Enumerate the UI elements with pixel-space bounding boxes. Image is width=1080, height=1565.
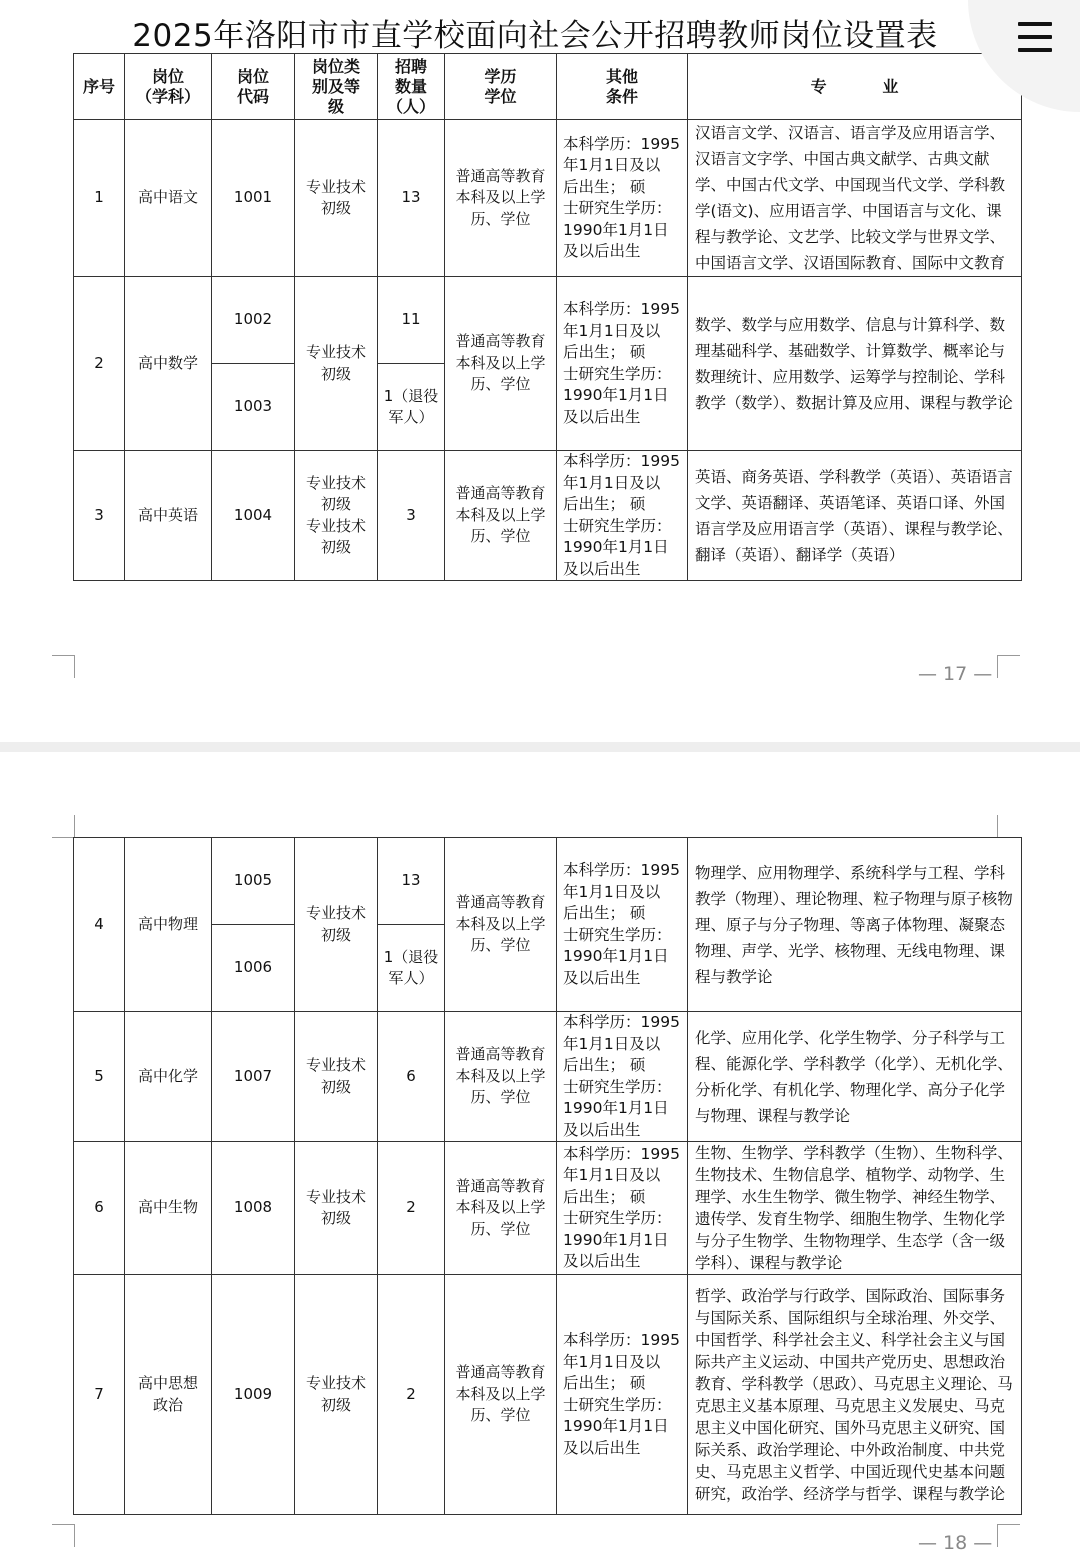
cell-category: 专业技术 初级 — [295, 277, 378, 451]
cell-subject: 高中物理 — [125, 838, 212, 1012]
cell-subject: 高中英语 — [125, 451, 212, 581]
cell-code: 1002 — [212, 277, 295, 364]
cell-no: 5 — [74, 1012, 125, 1142]
cell-code: 1004 — [212, 451, 295, 581]
cell-subject: 高中生物 — [125, 1142, 212, 1275]
cell-subject: 高中化学 — [125, 1012, 212, 1142]
cell-category: 专业技术 初级 — [295, 1275, 378, 1515]
cell-other: 本科学历：1995 年1月1日及以 后出生； 硕 士研究生学历： 1990年1月1日 及以后出生 — [557, 277, 688, 451]
table-row — [74, 1012, 1022, 1142]
cell-other: 本科学历：1995 年1月1日及以 后出生； 硕 士研究生学历： 1990年1月1日 及以后出生 — [557, 120, 688, 277]
header-education: 学历 学位 — [445, 54, 557, 120]
header-category: 岗位类 别及等 级 — [295, 54, 378, 120]
header-quota: 招聘 数量 （人） — [378, 54, 445, 120]
cell-major: 哲学、政治学与行政学、国际政治、国际事务与国际关系、国际组织与全球治理、外交学、中国哲学、科学社会主义、科学社会主义与国际共产主义运动、中国共产党历史、思想政治教育、学科教学（思政）、马克思主义理论、马克思主义基本原理、马克思主义发展史、马克思主义中国化研究、国外马克思主义研究、国际关系、政治学理论、中外政治制度、中共党史、马克思主义哲学、中国近现代史基本问题研究，政治学、经济学与哲学、课程与教学论 — [688, 1275, 1022, 1515]
cell-category: 专业技术 初级 — [295, 1012, 378, 1142]
cell-quota: 6 — [378, 1012, 445, 1142]
cell-quota: 11 — [378, 277, 445, 364]
cell-subject: 高中语文 — [125, 120, 212, 277]
cell-no: 1 — [74, 120, 125, 277]
document-page-2 — [0, 752, 1080, 1565]
cell-code: 1007 — [212, 1012, 295, 1142]
cell-no: 4 — [74, 838, 125, 1012]
cell-education: 普通高等教育 本科及以上学 历、学位 — [445, 451, 557, 581]
cell-other: 本科学历：1995 年1月1日及以 后出生； 硕 士研究生学历： 1990年1月1日 及以后出生 — [557, 451, 688, 581]
crop-mark — [52, 1524, 75, 1547]
cell-education: 普通高等教育 本科及以上学 历、学位 — [445, 1275, 557, 1515]
cell-education: 普通高等教育 本科及以上学 历、学位 — [445, 277, 557, 451]
cell-quota: 2 — [378, 1275, 445, 1515]
cell-quota: 3 — [378, 451, 445, 581]
cell-major: 汉语言文学、汉语言、语言学及应用语言学、汉语言文字学、中国古典文献学、古典文献学、中国古代文学、中国现当代文学、学科教学(语文)、应用语言学、中国语言与文化、课程与教学论、文艺学、比较文学与世界文学、中国语言文学、汉语国际教育、国际中文教育 — [688, 120, 1022, 277]
cell-no: 6 — [74, 1142, 125, 1275]
crop-mark — [997, 815, 1020, 838]
cell-no: 3 — [74, 451, 125, 581]
cell-category: 专业技术 初级 — [295, 120, 378, 277]
cell-major: 英语、商务英语、学科教学（英语）、英语语言文学、英语翻译、英语笔译、英语口译、外国语言学及应用语言学（英语）、课程与教学论、翻译（英语）、翻译学（英语） — [688, 451, 1022, 581]
cell-no: 7 — [74, 1275, 125, 1515]
cell-major: 化学、应用化学、化学生物学、分子科学与工程、能源化学、学科教学（化学）、无机化学、分析化学、有机化学、物理化学、高分子化学与物理、课程与教学论 — [688, 1012, 1022, 1142]
cell-other: 本科学历：1995 年1月1日及以 后出生； 硕 士研究生学历： 1990年1月1日 及以后出生 — [557, 838, 688, 1012]
cell-code: 1006 — [212, 925, 295, 1012]
cell-category: 专业技术 初级 — [295, 838, 378, 1012]
cell-quota: 1（退役 军人） — [378, 364, 445, 451]
table-row — [74, 838, 1022, 925]
document-page-1 — [0, 0, 1080, 742]
cell-code: 1005 — [212, 838, 295, 925]
cell-other: 本科学历：1995 年1月1日及以 后出生； 硕 士研究生学历： 1990年1月1日 及以后出生 — [557, 1275, 688, 1515]
header-post: 岗位 （学科） — [125, 54, 212, 120]
table-row — [74, 277, 1022, 364]
crop-mark — [52, 655, 75, 678]
cell-code: 1009 — [212, 1275, 295, 1515]
cell-code: 1008 — [212, 1142, 295, 1275]
cell-education: 普通高等教育 本科及以上学 历、学位 — [445, 838, 557, 1012]
cell-other: 本科学历：1995 年1月1日及以 后出生； 硕 士研究生学历： 1990年1月1日 及以后出生 — [557, 1012, 688, 1142]
cell-major: 数学、数学与应用数学、信息与计算科学、数理基础科学、基础数学、计算数学、概率论与数理统计、应用数学、运筹学与控制论、学科教学（数学）、数据计算及应用、课程与教学论 — [688, 277, 1022, 451]
cell-subject: 高中数学 — [125, 277, 212, 451]
cell-major: 生物、生物学、学科教学（生物）、生物科学、生物技术、生物信息学、植物学、动物学、生理学、水生生物学、微生物学、神经生物学、遗传学、发育生物学、细胞生物学、生物化学与分子生物学、生物物理学、生态学（含一级学科）、课程与教学论 — [688, 1142, 1022, 1275]
cell-subject: 高中思想 政治 — [125, 1275, 212, 1515]
cell-category: 专业技术 初级 专业技术 初级 — [295, 451, 378, 581]
page-title: 2025年洛阳市市直学校面向社会公开招聘教师岗位设置表 — [132, 18, 938, 54]
crop-mark — [52, 815, 75, 838]
table-row — [74, 120, 1022, 277]
cell-quota: 1（退役 军人） — [378, 925, 445, 1012]
cell-quota: 13 — [378, 838, 445, 925]
crop-mark — [997, 1524, 1020, 1547]
cell-quota: 2 — [378, 1142, 445, 1275]
cell-major: 物理学、应用物理学、系统科学与工程、学科教学（物理）、理论物理、粒子物理与原子核物理、原子与分子物理、等离子体物理、凝聚态物理、声学、光学、核物理、无线电物理、课程与教学论 — [688, 838, 1022, 1012]
page-number: — 18 — — [918, 1532, 993, 1554]
hamburger-menu-icon[interactable] — [1018, 20, 1052, 54]
header-row — [74, 54, 1022, 120]
header-major: 专 业 — [688, 54, 1022, 120]
page-separator — [0, 742, 1080, 752]
cell-category: 专业技术 初级 — [295, 1142, 378, 1275]
table-row — [74, 451, 1022, 581]
cell-code: 1001 — [212, 120, 295, 277]
header-code: 岗位 代码 — [212, 54, 295, 120]
recruitment-table-page-1 — [73, 53, 1022, 581]
cell-education: 普通高等教育 本科及以上学 历、学位 — [445, 1012, 557, 1142]
table-row — [74, 1142, 1022, 1275]
recruitment-table-page-2 — [73, 837, 1022, 1515]
header-no: 序号 — [74, 54, 125, 120]
crop-mark — [997, 655, 1020, 678]
cell-quota: 13 — [378, 120, 445, 277]
page-number: — 17 — — [918, 663, 993, 685]
cell-other: 本科学历：1995 年1月1日及以 后出生； 硕 士研究生学历： 1990年1月1日 及以后出生 — [557, 1142, 688, 1275]
cell-education: 普通高等教育 本科及以上学 历、学位 — [445, 120, 557, 277]
cell-code: 1003 — [212, 364, 295, 451]
header-other: 其他 条件 — [557, 54, 688, 120]
cell-no: 2 — [74, 277, 125, 451]
cell-education: 普通高等教育 本科及以上学 历、学位 — [445, 1142, 557, 1275]
table-row — [74, 1275, 1022, 1515]
